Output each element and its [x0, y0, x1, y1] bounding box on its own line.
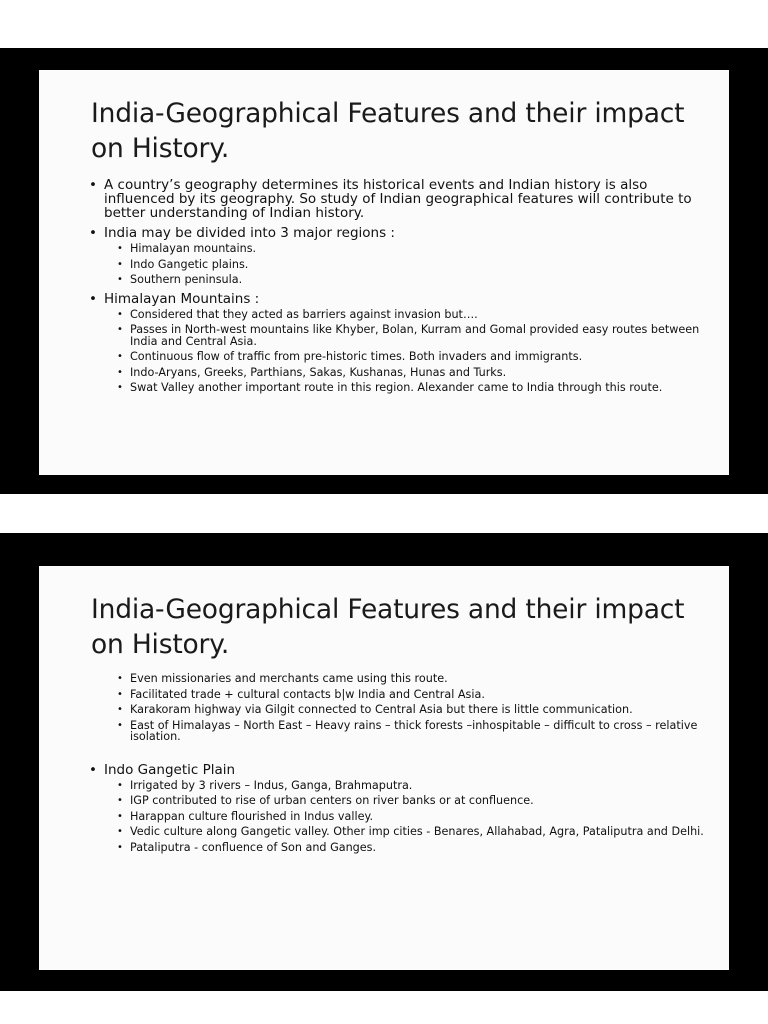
slide-body: [89, 178, 719, 394]
bullet-icon: •: [117, 826, 123, 837]
sub-list-item: [117, 842, 719, 854]
sub-bullet-text: Southern peninsula.: [130, 273, 243, 286]
sub-bullet-text: Indo-Aryans, Greeks, Parthians, Sakas, Kushanas, Hunas and Turks.: [130, 365, 507, 379]
sub-bullet-text: East of Himalayas – North East – Heavy rains – thick forests –inhospitable – difficult to cross – relative isolation.: [130, 718, 698, 743]
sub-bullet-text: Considered that they acted as barriers against invasion but….: [130, 307, 478, 321]
sub-bullet-text: Swat Valley another important route in this region. Alexander came to India through this route.: [130, 381, 663, 394]
sub-list-item: [117, 673, 719, 685]
bullet-icon: •: [117, 258, 123, 270]
sub-bullet-text: Indo Gangetic plains.: [130, 257, 249, 271]
sub-list-item: [117, 367, 719, 379]
bullet-icon: •: [89, 225, 97, 241]
bullet-icon: •: [89, 177, 97, 193]
sub-list-item: [117, 689, 719, 701]
bullet-icon: •: [117, 795, 123, 806]
sub-list-item: [117, 274, 719, 286]
bullet-icon: •: [89, 761, 97, 778]
bullet-icon: •: [117, 366, 123, 378]
bullet-icon: •: [117, 382, 123, 393]
sub-list-item: [117, 720, 719, 743]
bullet-icon: •: [117, 841, 123, 853]
sub-bullet-text: Himalayan mountains.: [130, 242, 257, 255]
sub-list-item: [117, 780, 719, 792]
sub-bullet-text: Pataliputra - confluence of Son and Ganges.: [130, 840, 377, 854]
sub-list-item: [117, 243, 719, 255]
sub-list-item: [117, 795, 719, 807]
sub-list-item: [117, 826, 719, 838]
sub-bullet-text: Facilitated trade + cultural contacts b|w India and Central Asia.: [130, 687, 485, 701]
sub-list-item: [117, 351, 719, 363]
slide-2: [39, 566, 729, 970]
bullet-icon: •: [117, 704, 123, 715]
bullet-text: Indo Gangetic Plain: [104, 761, 236, 778]
slide-title: India-Geographical Features and their impact on History.: [91, 98, 685, 164]
bullet-icon: •: [117, 274, 123, 285]
sub-list-item: [117, 382, 719, 394]
sub-bullet-text: Irrigated by 3 rivers – Indus, Ganga, Brahmaputra.: [130, 778, 413, 792]
sub-bullet-text: Vedic culture along Gangetic valley. Other imp cities - Benares, Allahabad, Agra, Pataliputra and Delhi.: [130, 825, 704, 838]
bullet-icon: •: [117, 779, 123, 791]
sub-bullet-text: Passes in North-west mountains like Khyber, Bolan, Kurram and Gomal provided easy routes between India and Central Asia.: [130, 323, 700, 348]
slide-1: [39, 70, 729, 475]
sub-bullet-text: Even missionaries and merchants came using this route.: [130, 672, 448, 685]
bullet-icon: •: [117, 688, 123, 700]
list-item: [89, 178, 719, 220]
bullet-icon: •: [117, 673, 123, 684]
sub-list-item: [117, 811, 719, 823]
sub-list-item: [117, 324, 719, 347]
sub-bullet-text: IGP contributed to rise of urban centers on river banks or at confluence.: [130, 794, 534, 807]
bullet-icon: •: [117, 719, 123, 731]
sub-bullet-text: Karakoram highway via Gilgit connected to Central Asia but there is little communication.: [130, 703, 633, 716]
bullet-icon: •: [117, 243, 123, 254]
bullet-text: India may be divided into 3 major regions :: [104, 225, 395, 241]
sub-list-item: [117, 704, 719, 716]
bullet-text: A country’s geography determines its historical events and Indian history is also influenced by its geography. So study of Indian geographical features will contribute to better understanding of Indian history.: [104, 177, 692, 221]
sub-bullet-text: Harappan culture flourished in Indus valley.: [130, 809, 374, 823]
bullet-icon: •: [117, 308, 123, 320]
slide-body: [89, 673, 719, 853]
sub-bullet-text: Continuous flow of traffic from pre-historic times. Both invaders and immigrants.: [130, 350, 583, 363]
slide-title: India-Geographical Features and their impact on History.: [91, 594, 685, 660]
sub-list-item: [117, 259, 719, 271]
list-item: [89, 226, 719, 240]
list-item: [89, 292, 719, 306]
bullet-icon: •: [89, 290, 97, 307]
bullet-icon: •: [117, 324, 123, 335]
bullet-icon: •: [117, 351, 123, 362]
list-item: [89, 763, 719, 777]
bullet-icon: •: [117, 810, 123, 822]
sub-list-item: [117, 309, 719, 321]
bullet-text: Himalayan Mountains :: [104, 290, 260, 307]
